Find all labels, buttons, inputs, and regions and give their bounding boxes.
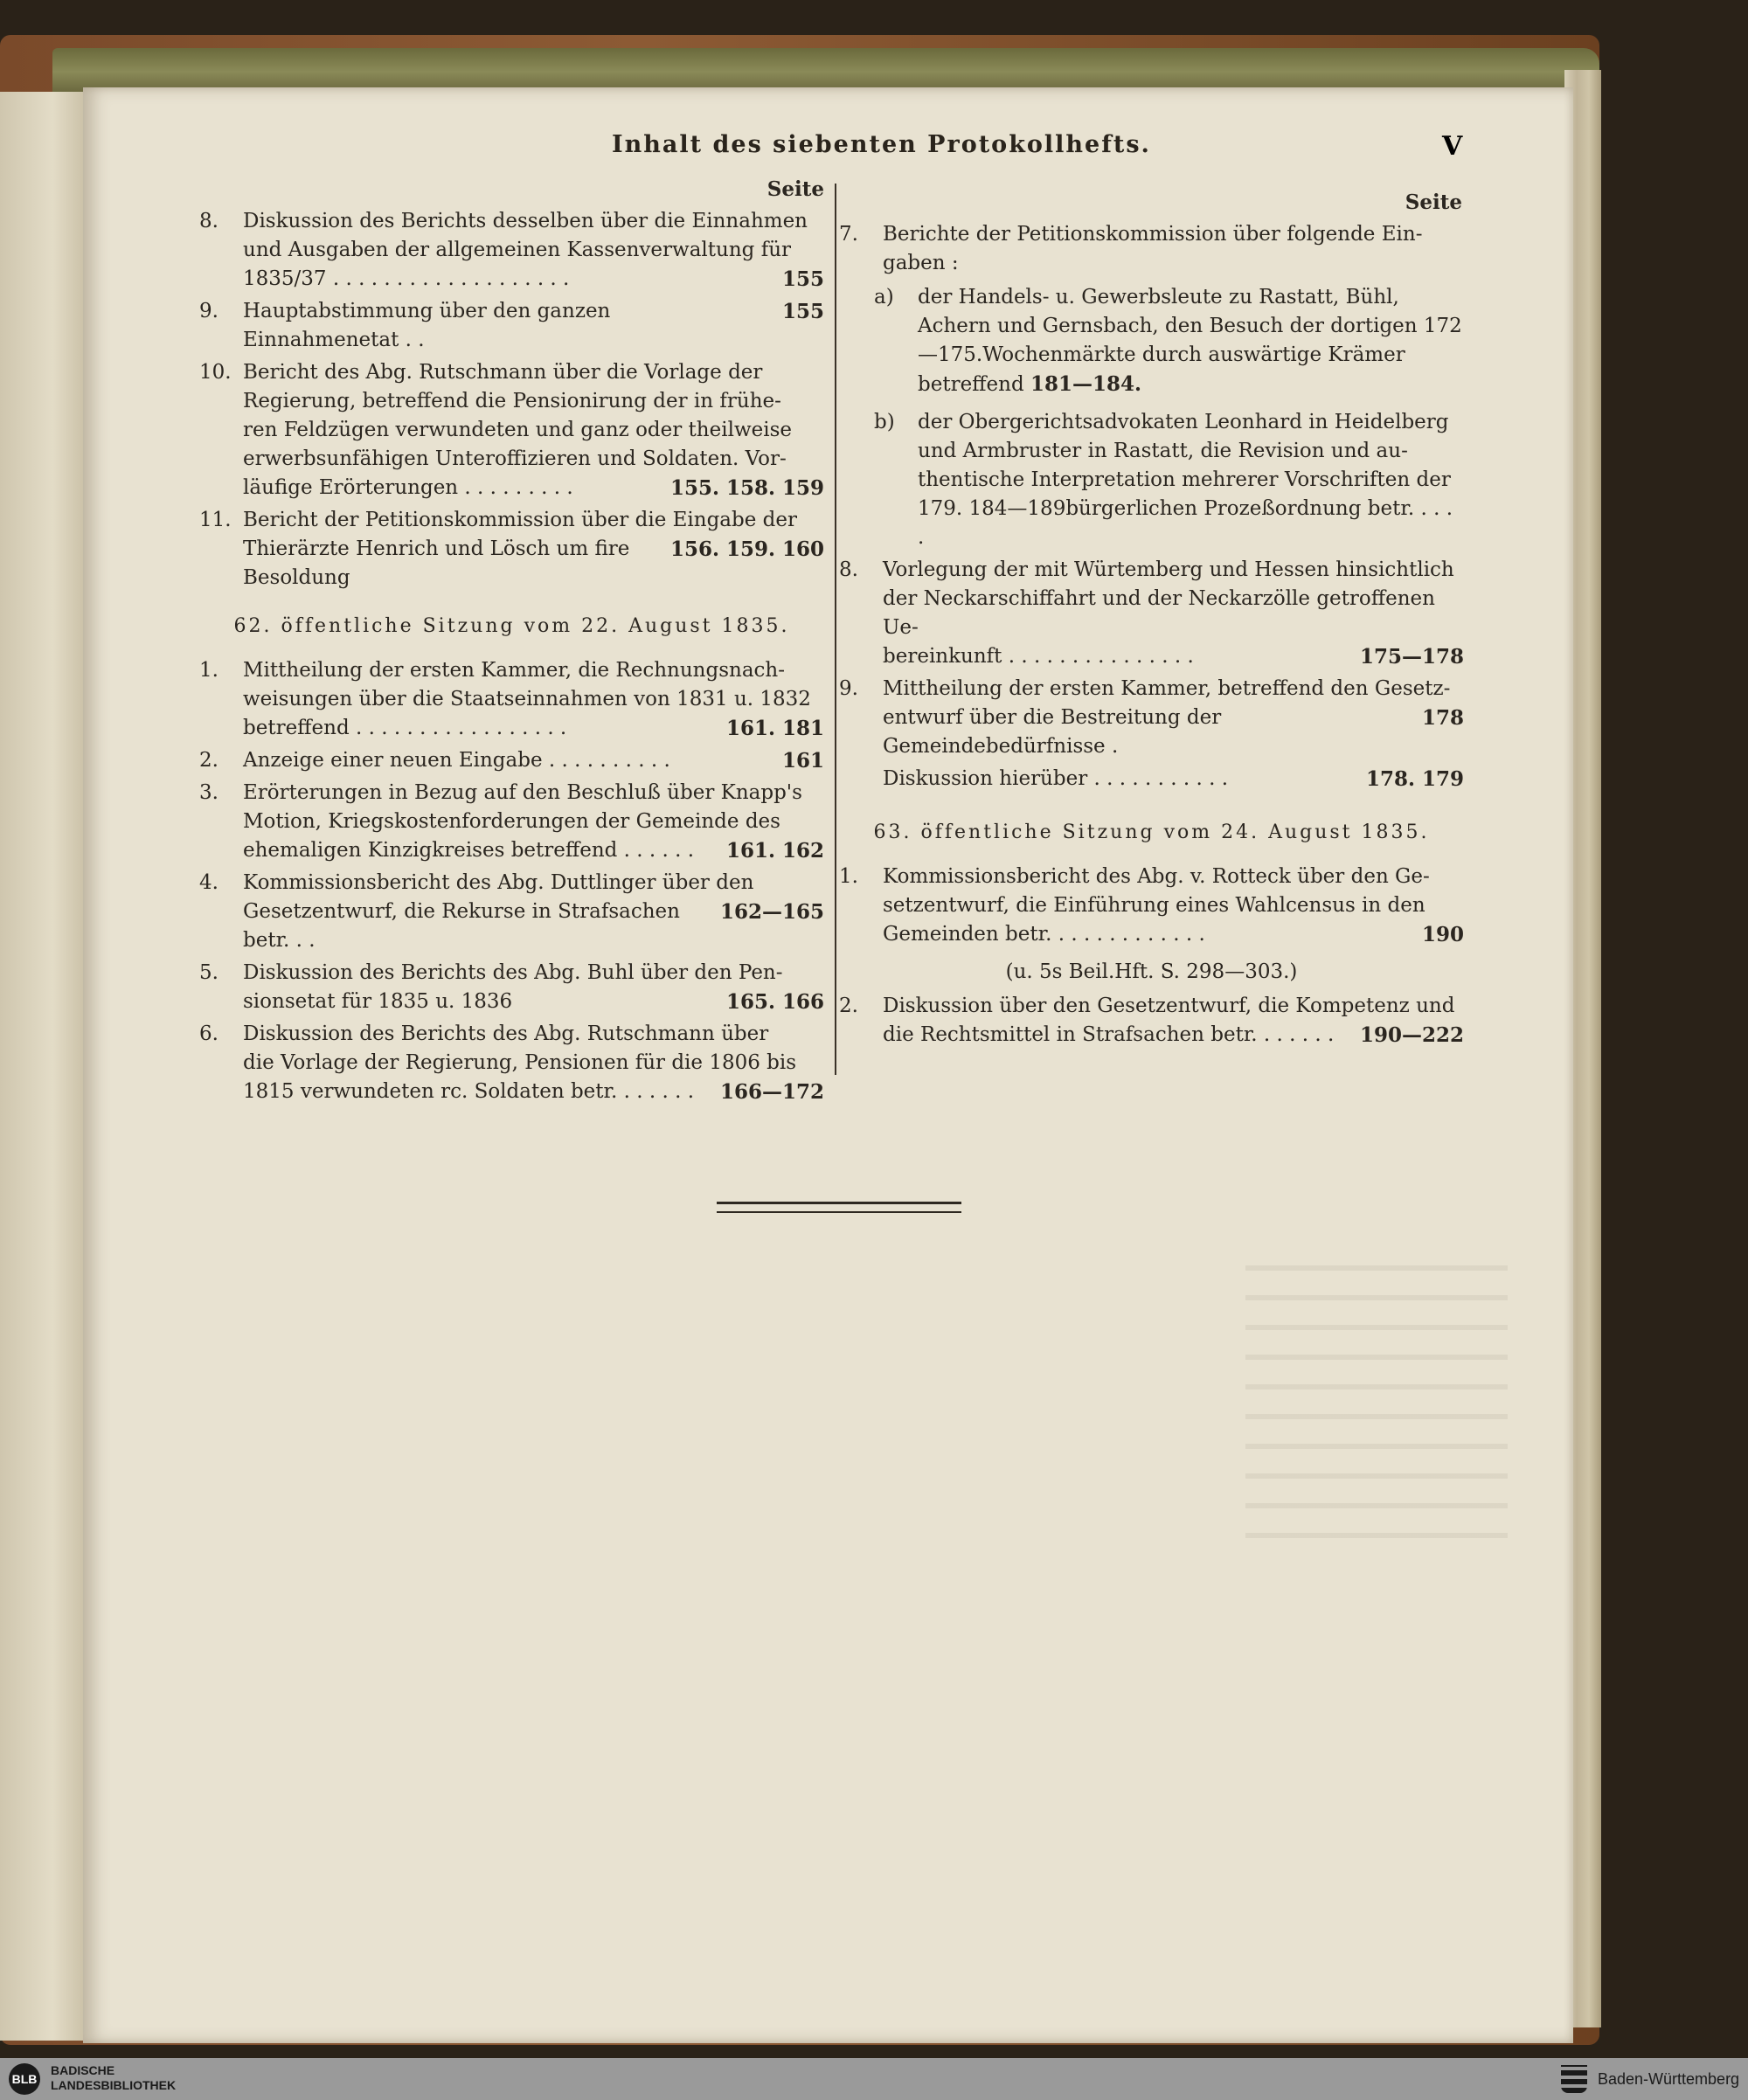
entry-7b	[839, 408, 1464, 552]
entry-line: setzentwurf, die Einführung eines Wahlcensus in den	[883, 894, 1425, 917]
entry-line-text: Wochenmärkte durch auswärtige Krämer betreffend	[918, 343, 1405, 396]
page-ref: 178	[1412, 703, 1464, 732]
entry-line: Achern und Gernsbach, den Besuch der dortigen	[918, 315, 1418, 337]
entry-line-text: Hauptabstimmung über den ganzen Einnahmenetat . .	[243, 300, 611, 351]
entry-line-text: die Rechtsmittel in Strafsachen betr. . . . . . .	[883, 1023, 1335, 1046]
entry-line	[243, 898, 824, 955]
toc-entry	[839, 863, 1464, 949]
toc-entry	[839, 992, 1464, 1050]
entry-line-text: sionsetat für 1835 u. 1836	[243, 990, 513, 1013]
toc-entry	[199, 656, 824, 743]
entry-number: 3.	[199, 781, 218, 804]
left-page-edge	[0, 92, 87, 2041]
toc-entry	[199, 506, 824, 593]
page-ref: 181—184.	[1030, 372, 1142, 396]
entry-line-text: Gemeinden betr. . . . . . . . . . . . .	[883, 923, 1205, 946]
page-ref: 190	[1412, 920, 1464, 949]
entry-number: 6.	[199, 1022, 218, 1045]
library-name-line1: BADISCHE	[51, 2063, 115, 2077]
blb-logo-icon: BLB	[9, 2063, 40, 2095]
entry-7a	[839, 283, 1464, 399]
entry-line: erwerbsunfähigen Unteroffizieren und Soldaten. Vor-	[243, 447, 787, 470]
page-number: V	[1442, 131, 1463, 162]
entry-line-text: bereinkunft . . . . . . . . . . . . . . .	[883, 645, 1194, 668]
entry-line	[243, 265, 824, 294]
toc-entry	[199, 1020, 824, 1106]
page-ref: 155	[772, 297, 824, 326]
toc-entry	[199, 869, 824, 955]
supplement-note: (u. 5s Beil.Hft. S. 298—303.)	[1005, 960, 1298, 983]
entry-line: die Vorlage der Regierung, Pensionen für die 1806 bis	[243, 1051, 797, 1074]
entry-line	[243, 836, 824, 865]
library-name	[51, 2063, 176, 2093]
session-62-heading: 62. öffentliche Sitzung vom 22. August 1835.	[233, 615, 790, 637]
entry-line: ren Feldzügen verwundeten und ganz oder theilweise	[243, 419, 793, 441]
entry-line-text: 1815 verwundeten rc. Soldaten betr. . . . . . .	[243, 1080, 695, 1103]
entry-line	[243, 297, 824, 355]
toc-entry	[199, 207, 824, 294]
entry-line: Bericht des Abg. Rutschmann über die Vorlage der	[243, 361, 763, 384]
entry-line	[243, 988, 824, 1016]
entry-line: Diskussion des Berichts desselben über die Einnahmen	[243, 210, 808, 232]
entry-line-text: Anzeige einer neuen Eingabe . . . . . . . . . .	[243, 749, 670, 772]
entry-line	[883, 1021, 1464, 1050]
entry-line: Erörterungen in Bezug auf den Beschluß über Knapp's	[243, 781, 802, 804]
entry-line-text: 1835/37 . . . . . . . . . . . . . . . . . . .	[243, 267, 570, 290]
state-name: Baden-Württemberg	[1598, 2070, 1740, 2088]
entry-line-text: bürgerlichen Prozeßordnung betr. . . . .	[918, 497, 1453, 549]
toc-entry	[199, 746, 824, 775]
page-ref: 156. 159. 160	[660, 535, 824, 564]
entry-line	[243, 714, 824, 743]
entry-line	[243, 535, 824, 593]
entry-number: 2.	[199, 749, 218, 772]
show-through-texture	[1245, 1258, 1508, 1538]
page-ref: 161	[772, 746, 824, 775]
footer-bar	[0, 2058, 1748, 2100]
entry-line: Diskussion des Berichts des Abg. Buhl über den Pen-	[243, 961, 783, 984]
entry-number: 5.	[199, 961, 218, 984]
entry-line	[883, 642, 1464, 671]
right-entries	[839, 556, 1464, 794]
entry-line	[1030, 373, 1141, 396]
entry-line: Regierung, betreffend die Pensionirung der in frühe-	[243, 390, 781, 412]
entry-line	[243, 474, 824, 502]
page-ref: 161. 162	[716, 836, 824, 865]
entry-line	[883, 703, 1464, 761]
entry-line: und Ausgaben der allgemeinen Kassenverwaltung für	[243, 239, 792, 261]
seite-label-right: Seite	[1405, 191, 1462, 214]
page-ref: 162—165	[710, 898, 824, 926]
entry-line: Bericht der Petitionskommission über die Eingabe der	[243, 509, 797, 531]
session-63-heading: 63. öffentliche Sitzung vom 24. August 1835.	[873, 821, 1430, 843]
entry-line: weisungen über die Staatseinnahmen von 1831 u. 1832	[243, 688, 811, 710]
library-name-line2: LANDESBIBLIOTHEK	[51, 2078, 177, 2092]
entry-number: 1.	[199, 659, 218, 682]
page-ref: 155. 158. 159	[660, 474, 824, 502]
toc-entry	[839, 765, 1464, 794]
entry-line: Motion, Kriegskostenforderungen der Gemeinde des	[243, 810, 780, 833]
entry-line: Kommissionsbericht des Abg. Duttlinger über den	[243, 871, 754, 894]
entry-line-text: Diskussion hierüber . . . . . . . . . . .	[883, 767, 1229, 790]
entry-line: und Armbruster in Rastatt, die Revision und au-	[918, 440, 1408, 462]
entry-line-text: betreffend . . . . . . . . . . . . . . . . .	[243, 717, 567, 739]
toc-entry	[839, 556, 1464, 671]
entry-line	[918, 497, 1453, 549]
toc-entry	[199, 297, 824, 355]
entry-number: b)	[874, 411, 895, 433]
page-header-title: Inhalt des siebenten Protokollhefts.	[612, 131, 1151, 158]
page-ref: 175—178	[1349, 642, 1464, 671]
entry-number: 8.	[839, 558, 858, 581]
entry-number: 8.	[199, 210, 218, 232]
page-ref: 165. 166	[716, 988, 824, 1016]
entry-line: Vorlegung der mit Würtemberg und Hessen hinsichtlich	[883, 558, 1454, 581]
entry-line	[883, 920, 1464, 949]
entry-line	[883, 765, 1464, 794]
toc-entry	[199, 959, 824, 1016]
toc-entry	[199, 358, 824, 502]
entry-number: 2.	[839, 995, 858, 1017]
toc-entry	[839, 675, 1464, 761]
entry-line: Diskussion über den Gesetzentwurf, die Kompetenz und	[883, 995, 1455, 1017]
page-ref: 179. 184—189	[918, 497, 1066, 520]
left-entries-a	[199, 207, 824, 593]
entry-number: 4.	[199, 871, 218, 894]
entry-line: Diskussion des Berichts des Abg. Rutschmann über	[243, 1022, 769, 1045]
entry-number: 1.	[839, 865, 858, 888]
entry-line: der Obergerichtsadvokaten Leonhard in Heidelberg	[918, 411, 1449, 433]
entry-number: 11.	[199, 509, 232, 531]
entry-line: Mittheilung der ersten Kammer, die Rechnungsnach-	[243, 659, 786, 682]
page-ref: 178. 179	[1356, 765, 1464, 794]
entry-line: Kommissionsbericht des Abg. v. Rotteck über den Ge-	[883, 865, 1430, 888]
left-entries-b	[199, 656, 824, 1106]
entry-number: 9.	[839, 677, 858, 700]
left-column	[199, 175, 912, 1106]
seite-label-left: Seite	[766, 177, 824, 201]
right-column	[839, 188, 1464, 1050]
entry-number: 9.	[199, 300, 218, 322]
entry-line-text: ehemaligen Kinzigkreises betreffend . . . . . .	[243, 839, 695, 862]
entry-number: 7.	[839, 223, 858, 246]
entry-line-text: Gesetzentwurf, die Rekurse in Strafsachen betr. . .	[243, 900, 680, 952]
page-ref: 166—172	[710, 1078, 824, 1106]
page-ref: 172—175.	[918, 315, 1462, 366]
closing-rule	[717, 1202, 961, 1213]
entry-line	[243, 1078, 824, 1106]
entry-number: a)	[874, 286, 894, 308]
baden-wuerttemberg-lion-icon	[1561, 2065, 1587, 2093]
entry-line	[243, 746, 824, 775]
right-entries-63	[839, 863, 1464, 949]
page-ref: 155	[772, 265, 824, 294]
right-entries-63b	[839, 992, 1464, 1050]
entry-7	[839, 220, 1464, 278]
page-ref: 190—222	[1349, 1021, 1464, 1050]
entry-line-text: Thierärzte Henrich und Lösch um fire Besoldung	[243, 537, 630, 589]
entry-line-text: läufige Erörterungen . . . . . . . . .	[243, 476, 573, 499]
entry-number: 10.	[199, 361, 232, 384]
entry-line: thentische Interpretation mehrerer Vorschriften der	[918, 468, 1451, 491]
entry-line-text: entwurf über die Bestreitung der Gemeindebedürfnisse .	[883, 706, 1222, 758]
entry-line: der Handels- u. Gewerbsleute zu Rastatt, Bühl,	[918, 286, 1399, 308]
toc-entry	[199, 779, 824, 865]
entry-line: der Neckarschiffahrt und der Neckarzölle getroffenen Ue-	[883, 587, 1435, 639]
page-ref: 161. 181	[716, 714, 824, 743]
entry-line: gaben :	[883, 252, 959, 274]
entry-line: Berichte der Petitionskommission über folgende Ein-	[883, 223, 1423, 246]
entry-line: Mittheilung der ersten Kammer, betreffend den Gesetz-	[883, 677, 1451, 700]
